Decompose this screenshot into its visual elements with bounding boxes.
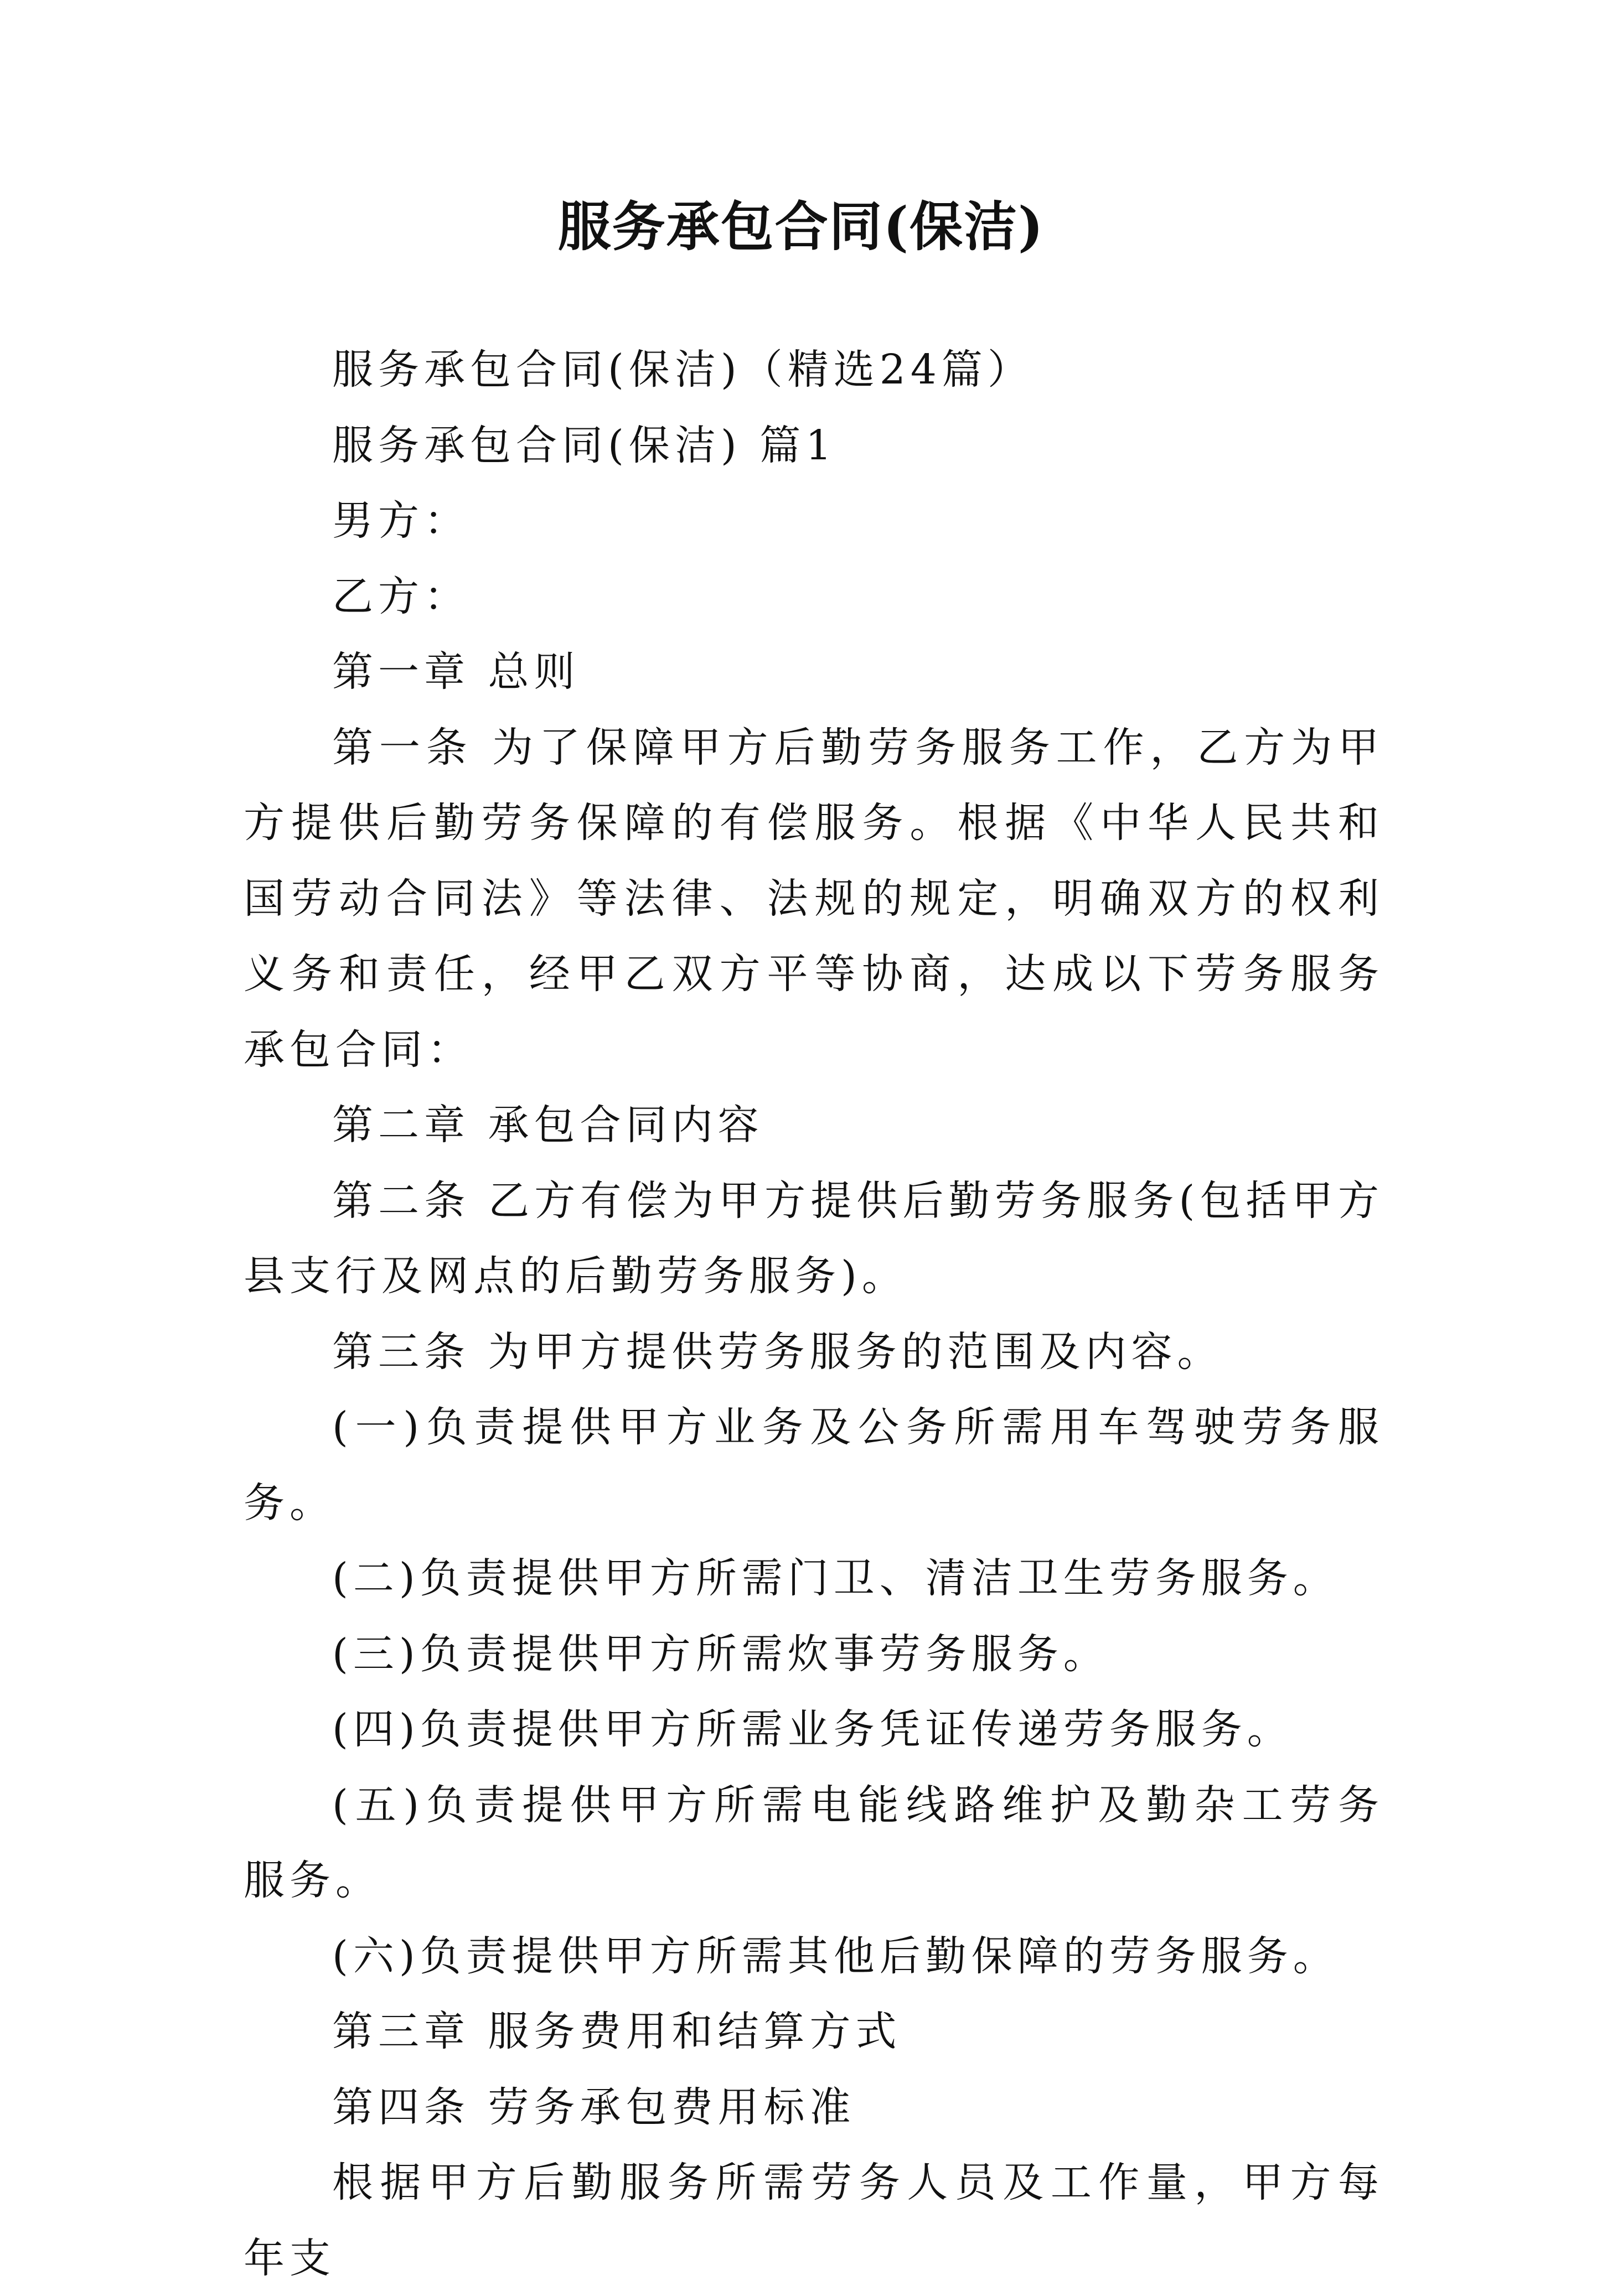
fee-standard-paragraph: 根据甲方后勤服务所需劳务人员及工作量，甲方每年支 [244,2159,1384,2282]
service-item-2: (二)负责提供甲方所需门卫、清洁卫生劳务服务。 [332,1554,1339,1602]
document-body [244,332,1384,2296]
service-item-5: (五)负责提供甲方所需电能线路维护及勤杂工劳务服务。 [244,1781,1384,1904]
service-item-3: (三)负责提供甲方所需炊事劳务服务。 [332,1630,1109,1678]
document-title: 服务承包合同(保洁) [557,195,1045,258]
paragraph-party-a: 男方： [332,497,470,545]
paragraph-article-heading: 服务承包合同(保洁) 篇1 [332,421,837,469]
clause-1: 第一条 为了保障甲方后勤劳务服务工作，乙方为甲方提供后勤劳务保障的有偿服务。根据《中华人民共和国劳动合同法》等法律、法规的规定，明确双方的权利义务和责任，经甲乙双方平等协商，达成以下劳务服务承包合同： [244,723,1384,1074]
chapter-3-heading: 第三章 服务费用和结算方式 [332,2008,902,2055]
clause-3: 第三条 为甲方提供劳务服务的范围及内容。 [332,1328,1223,1376]
paragraph-party-b: 乙方： [332,572,470,620]
service-item-1: (一)负责提供甲方业务及公务所需用车驾驶劳务服务。 [244,1403,1384,1527]
clause-2: 第二条 乙方有偿为甲方提供后勤劳务服务(包括甲方县支行及网点的后勤劳务服务)。 [244,1176,1384,1300]
paragraph-subtitle: 服务承包合同(保洁)（精选24篇） [332,346,1033,393]
chapter-2-heading: 第二章 承包合同内容 [332,1101,764,1149]
clause-4: 第四条 劳务承包费用标准 [332,2083,856,2131]
service-item-4: (四)负责提供甲方所需业务凭证传递劳务服务。 [332,1706,1293,1753]
service-item-6: (六)负责提供甲方所需其他后勤保障的劳务服务。 [332,1932,1339,1980]
chapter-1-heading: 第一章 总则 [332,648,580,696]
